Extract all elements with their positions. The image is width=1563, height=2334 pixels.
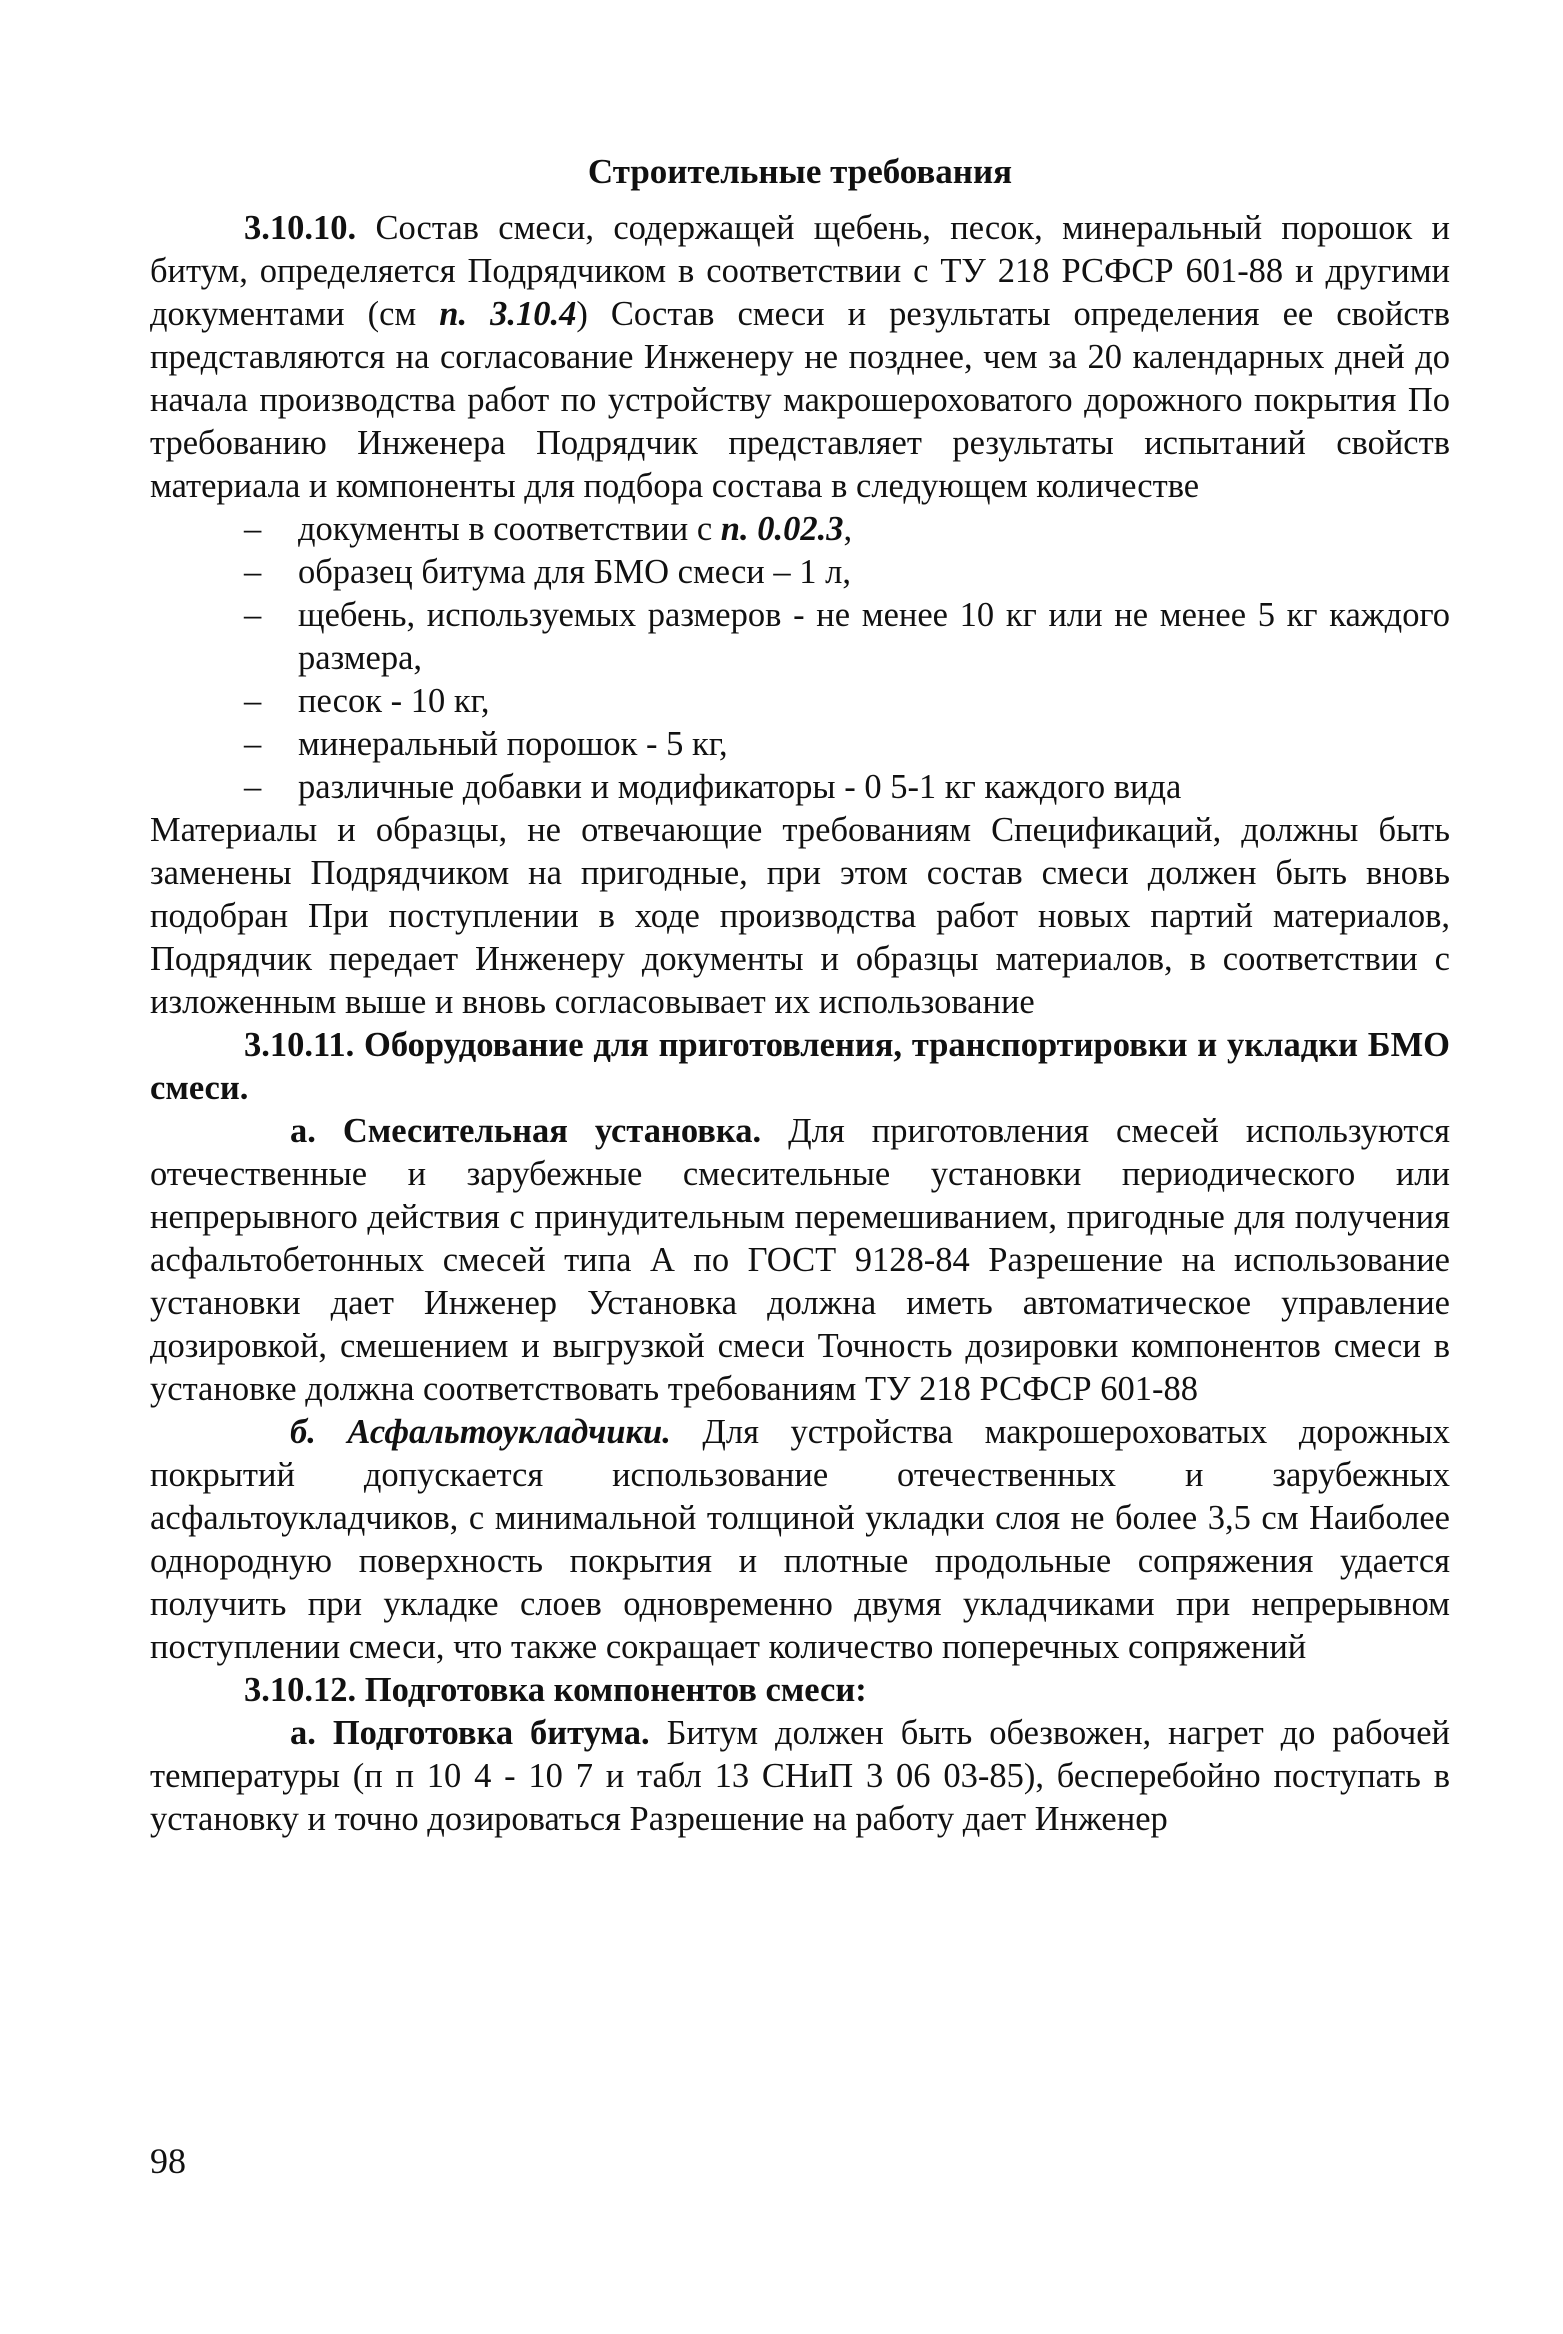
materials-list (150, 508, 1450, 809)
list-item: – минеральный порошок - 5 кг, (244, 723, 1450, 766)
subclause-label: а. Подготовка битума. (290, 1714, 650, 1752)
paragraph-3-10-10 (150, 207, 1450, 508)
list-item-tail: , (843, 510, 853, 548)
clause-reference: п. 3.10.4 (439, 295, 577, 333)
list-item: – щебень, используемых размеров - не менее 10 кг или не менее 5 кг каждого размера, (244, 594, 1450, 680)
subclause-label: б. Асфальтоукладчики. (290, 1413, 671, 1451)
list-item (244, 508, 1450, 551)
subclause-bitumen-prep (150, 1712, 1450, 1841)
subclause-text: Битум должен быть обезвожен, нагрет до рабочей температуры (п п 10 4 - 10 7 и табл 13 СНиП 3 06 03-85), бесперебойно поступать в установку и точно дозироваться Разрешение на работу дает Инженер (150, 1714, 1450, 1838)
subclause-mixing-plant (150, 1110, 1450, 1411)
subclause-text: Для приготовления смесей используются отечественные и зарубежные смесительные установки периодического или непрерывного действия с принудительным перемешиванием, пригодные для получения асфальтобетонных смесей типа А по ГОСТ 9128-84 Разрешение на использование установки дает Инженер Установка должна иметь автоматическое управление дозировкой, смешением и выгрузкой смеси Точность дозировки компонентов смеси в установке должна соответствовать требованиям ТУ 218 РСФСР 601-88 (150, 1112, 1450, 1408)
clause-3-10-11-heading: 3.10.11. Оборудование для приготовления, транспортировки и укладки БМО смеси. (150, 1026, 1450, 1107)
paragraph-materials: Материалы и образцы, не отвечающие требованиям Спецификаций, должны быть заменены Подрядчиком на пригодные, при этом состав смеси должен быть вновь подобран При поступлении в ходе производства работ новых партий материалов, Подрядчик передает Инженеру документы и образцы материалов, в соответствии с изложенным выше и вновь согласовывает их использование (150, 811, 1450, 1021)
list-item-text: документы в соответствии с (298, 510, 721, 548)
subclause-pavers (150, 1411, 1450, 1669)
list-item-reference: п. 0.02.3 (720, 510, 844, 548)
clause-text-part2: ) Состав смеси и результаты определения ее свойств представляются на согласование Инженеру не позднее, чем за 20 календарных дней до начала производства работ по устройству макрошероховатого дорожного покрытия По требованию Инженера Подрядчик представляет результаты испытаний свойств материала и компоненты для подбора состава в следующем количестве (150, 295, 1450, 505)
section-heading: Строительные требования (587, 152, 1013, 191)
clause-text-part1: Состав смеси, содержащей щебень, песок, минеральный порошок и битум, определяется Подрядчиком в соответствии с ТУ 218 РСФСР 601-88 и другими документами (см (150, 209, 1450, 333)
subclause-text: Для устройства макрошероховатых дорожных покрытий допускается использование отечественных и зарубежных асфальтоукладчиков, с минимальной толщиной укладки слоя не более 3,5 см Наиболее однородную поверхность покрытия и плотные продольные сопряжения удается получить при укладке слоев одновременно двумя укладчиками при непрерывном поступлении смеси, что также сокращает количество поперечных сопряжений (150, 1413, 1450, 1666)
list-item: – песок - 10 кг, (244, 680, 1450, 723)
page-number: 98 (150, 2141, 186, 2181)
clause-3-10-12-heading: 3.10.12. Подготовка компонентов смеси: (244, 1671, 867, 1709)
list-item: – образец битума для БМО смеси – 1 л, (244, 551, 1450, 594)
document-page (150, 150, 1450, 1841)
subclause-label: а. Смесительная установка. (290, 1112, 762, 1150)
clause-number: 3.10.10. (244, 209, 357, 247)
list-item: – различные добавки и модификаторы - 0 5-1 кг каждого вида (244, 766, 1450, 809)
